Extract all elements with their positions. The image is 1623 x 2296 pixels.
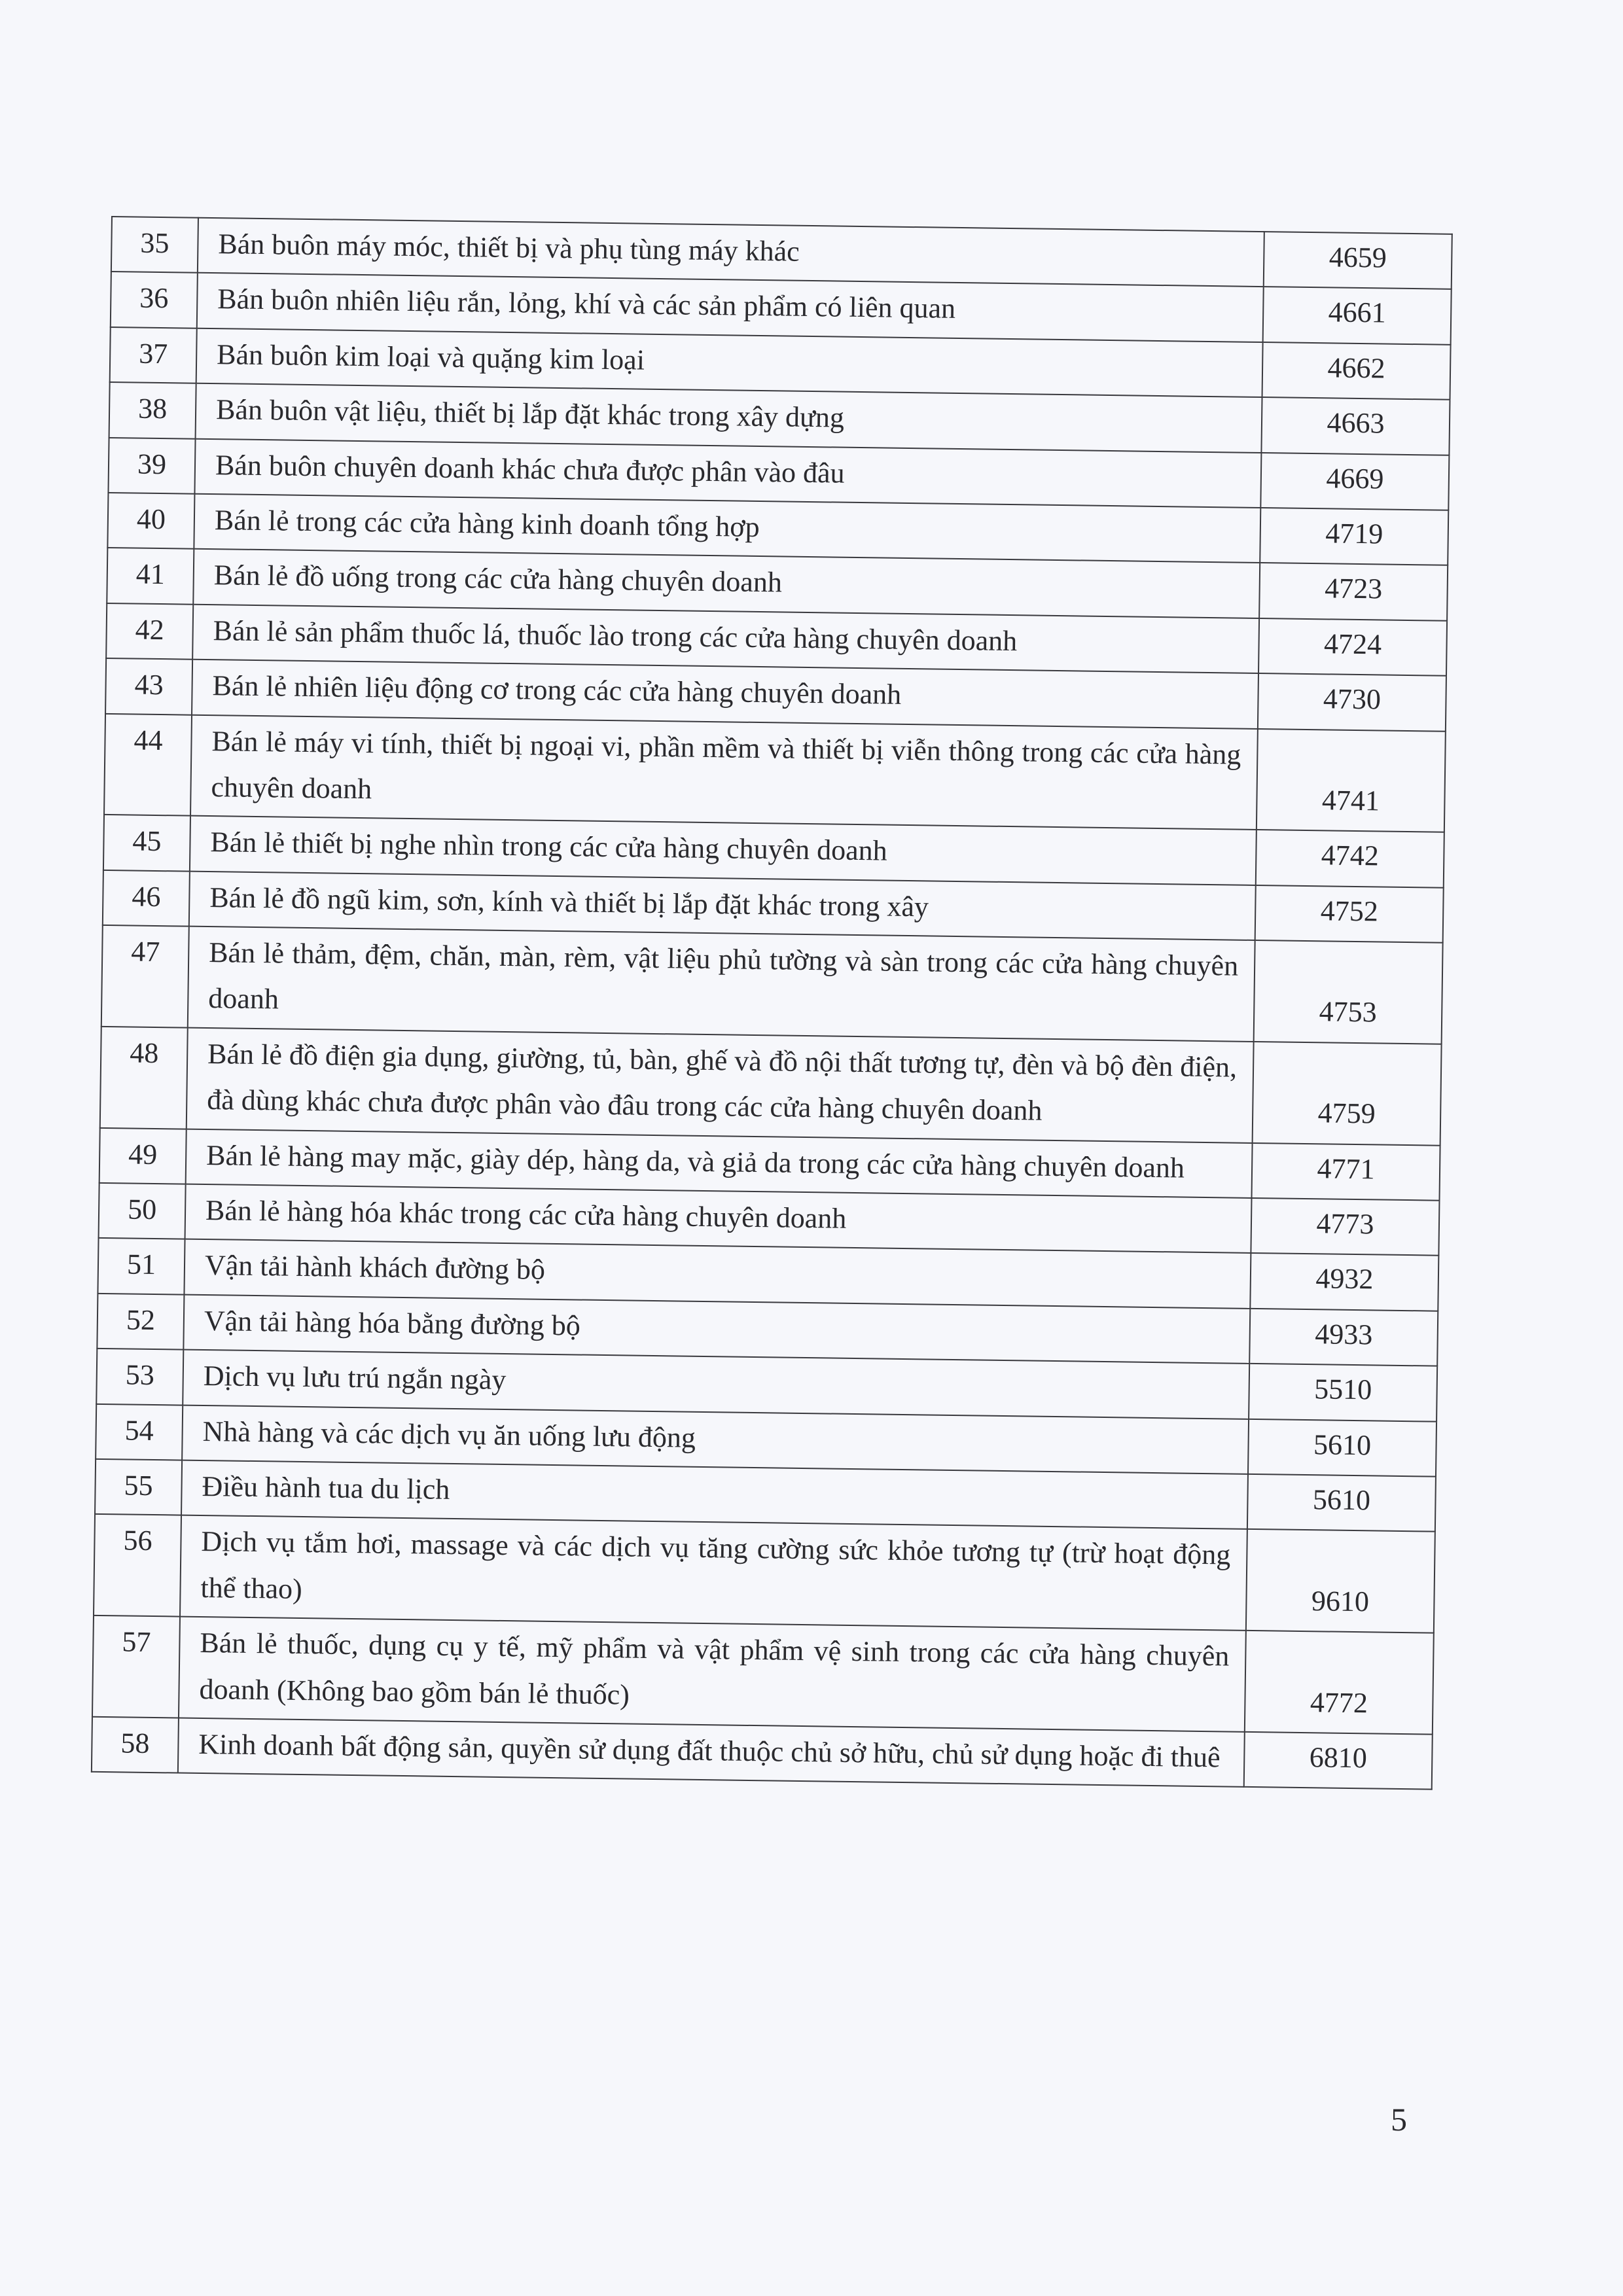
business-line-code: 4759	[1253, 1042, 1442, 1146]
business-line-code: 4753	[1254, 940, 1443, 1044]
business-line-code: 5610	[1247, 1474, 1436, 1532]
row-number: 57	[92, 1616, 180, 1718]
business-line-code: 4742	[1256, 830, 1444, 887]
business-line-code: 5510	[1249, 1364, 1437, 1421]
row-number: 51	[98, 1238, 185, 1294]
row-number: 37	[110, 327, 197, 383]
row-number: 56	[94, 1514, 181, 1616]
row-number: 40	[107, 493, 194, 549]
business-line-code: 4730	[1258, 673, 1446, 731]
business-line-code: 4724	[1258, 618, 1447, 676]
business-line-name: Bán lẻ nhiên liệu động cơ trong các cửa hàng chuyên doanh	[192, 660, 1258, 729]
business-line-code: 9610	[1246, 1529, 1435, 1633]
business-line-name: Dịch vụ lưu trú ngắn ngày	[183, 1350, 1249, 1419]
table-row	[101, 925, 1443, 1044]
business-line-name: Bán buôn nhiên liệu rắn, lỏng, khí và các sản phẩm có liên quan	[197, 273, 1264, 342]
row-number: 58	[92, 1717, 179, 1773]
business-line-code: 6810	[1244, 1732, 1433, 1790]
business-line-name: Bán buôn chuyên doanh khác chưa được phân vào đâu	[194, 438, 1261, 508]
business-line-name: Dịch vụ tắm hơi, massage và các dịch vụ tăng cường sức khỏe tương tự (trừ hoạt động thể thao)	[180, 1515, 1247, 1631]
row-number: 36	[111, 272, 198, 328]
business-lines-table	[91, 216, 1453, 1790]
business-line-code: 4669	[1260, 453, 1449, 510]
business-line-name: Bán buôn vật liệu, thiết bị lắp đặt khác trong xây dựng	[196, 383, 1262, 453]
row-number: 43	[105, 658, 192, 715]
business-line-name: Bán lẻ thiết bị nghe nhìn trong các cửa hàng chuyên doanh	[190, 816, 1257, 885]
business-line-code: 4771	[1252, 1143, 1440, 1201]
business-line-code: 4772	[1245, 1631, 1434, 1735]
row-number: 55	[95, 1459, 182, 1515]
row-number: 53	[96, 1349, 183, 1405]
row-number: 42	[106, 603, 193, 660]
business-line-name: Điều hành tua du lịch	[181, 1460, 1248, 1530]
table-row	[94, 1514, 1435, 1633]
row-number: 48	[100, 1027, 188, 1129]
business-line-name: Bán lẻ hàng hóa khác trong các cửa hàng chuyên doanh	[185, 1184, 1252, 1254]
business-line-code: 4719	[1260, 508, 1448, 565]
business-line-name: Bán lẻ đồ ngũ kim, sơn, kính và thiết bị lắp đặt khác trong xây	[189, 871, 1256, 940]
row-number: 47	[101, 925, 189, 1027]
row-number: 46	[103, 870, 190, 927]
business-line-name: Bán lẻ máy vi tính, thiết bị ngoại vi, phần mềm và thiết bị viễn thông trong các cửa hàng chuyên doanh	[190, 715, 1258, 830]
business-line-code: 4723	[1259, 563, 1448, 620]
row-number: 35	[111, 217, 198, 273]
row-number: 41	[107, 548, 194, 604]
business-line-code: 4741	[1257, 729, 1446, 833]
business-line-code: 4773	[1251, 1198, 1439, 1256]
business-line-name: Nhà hàng và các dịch vụ ăn uống lưu động	[182, 1405, 1249, 1474]
table-row	[100, 1027, 1442, 1146]
row-number: 50	[99, 1183, 186, 1239]
business-line-name: Bán lẻ đồ điện gia dụng, giường, tủ, bàn, ghế và đồ nội thất tương tự, đèn và bộ đèn điện, đà dùng khác chưa được phân vào đâu trong các cửa hàng chuyên doanh	[187, 1027, 1254, 1142]
table-body	[92, 217, 1452, 1790]
business-lines-table-wrapper	[91, 216, 1453, 1790]
business-line-name: Vận tải hành khách đường bộ	[184, 1239, 1251, 1309]
business-line-name: Bán lẻ thảm, đệm, chăn, màn, rèm, vật liệu phủ tường và sàn trong các cửa hàng chuyên doanh	[188, 927, 1255, 1042]
business-line-name: Vận tải hàng hóa bằng đường bộ	[183, 1294, 1250, 1364]
business-line-code: 4659	[1264, 232, 1452, 289]
business-line-name: Bán buôn kim loại và quặng kim loại	[196, 328, 1263, 398]
business-line-name: Bán lẻ sản phẩm thuốc lá, thuốc lào trong các cửa hàng chuyên doanh	[192, 604, 1259, 673]
business-line-name: Bán lẻ thuốc, dụng cụ y tế, mỹ phẩm và vật phẩm vệ sinh trong các cửa hàng chuyên doanh (Không bao gồm bán lẻ thuốc)	[179, 1617, 1246, 1732]
business-line-name: Bán lẻ đồ uống trong các cửa hàng chuyên doanh	[193, 549, 1260, 618]
row-number: 38	[109, 382, 196, 438]
table-row	[92, 1616, 1434, 1735]
business-line-name: Bán lẻ hàng may mặc, giày dép, hàng da, và giả da trong các cửa hàng chuyên doanh	[186, 1129, 1253, 1198]
business-line-code: 4662	[1262, 342, 1451, 400]
row-number: 39	[108, 438, 195, 494]
business-line-code: 4933	[1249, 1309, 1438, 1366]
business-line-code: 4752	[1255, 885, 1444, 943]
business-line-name: Bán buôn máy móc, thiết bị và phụ tùng máy khác	[198, 218, 1264, 287]
business-line-name: Bán lẻ trong các cửa hàng kinh doanh tổng hợp	[194, 494, 1260, 563]
row-number: 54	[96, 1404, 183, 1460]
business-line-code: 4932	[1250, 1253, 1438, 1311]
page-number: 5	[1391, 2101, 1407, 2138]
business-line-code: 4663	[1261, 397, 1450, 455]
business-line-code: 5610	[1248, 1419, 1436, 1477]
business-line-code: 4661	[1263, 287, 1452, 344]
table-row	[104, 713, 1446, 832]
row-number: 44	[104, 713, 192, 815]
business-line-name: Kinh doanh bất động sản, quyền sử dụng đất thuộc chủ sở hữu, chủ sử dụng hoặc đi thuê	[178, 1718, 1245, 1787]
row-number: 45	[103, 815, 190, 871]
row-number: 49	[99, 1128, 187, 1184]
row-number: 52	[97, 1294, 184, 1350]
